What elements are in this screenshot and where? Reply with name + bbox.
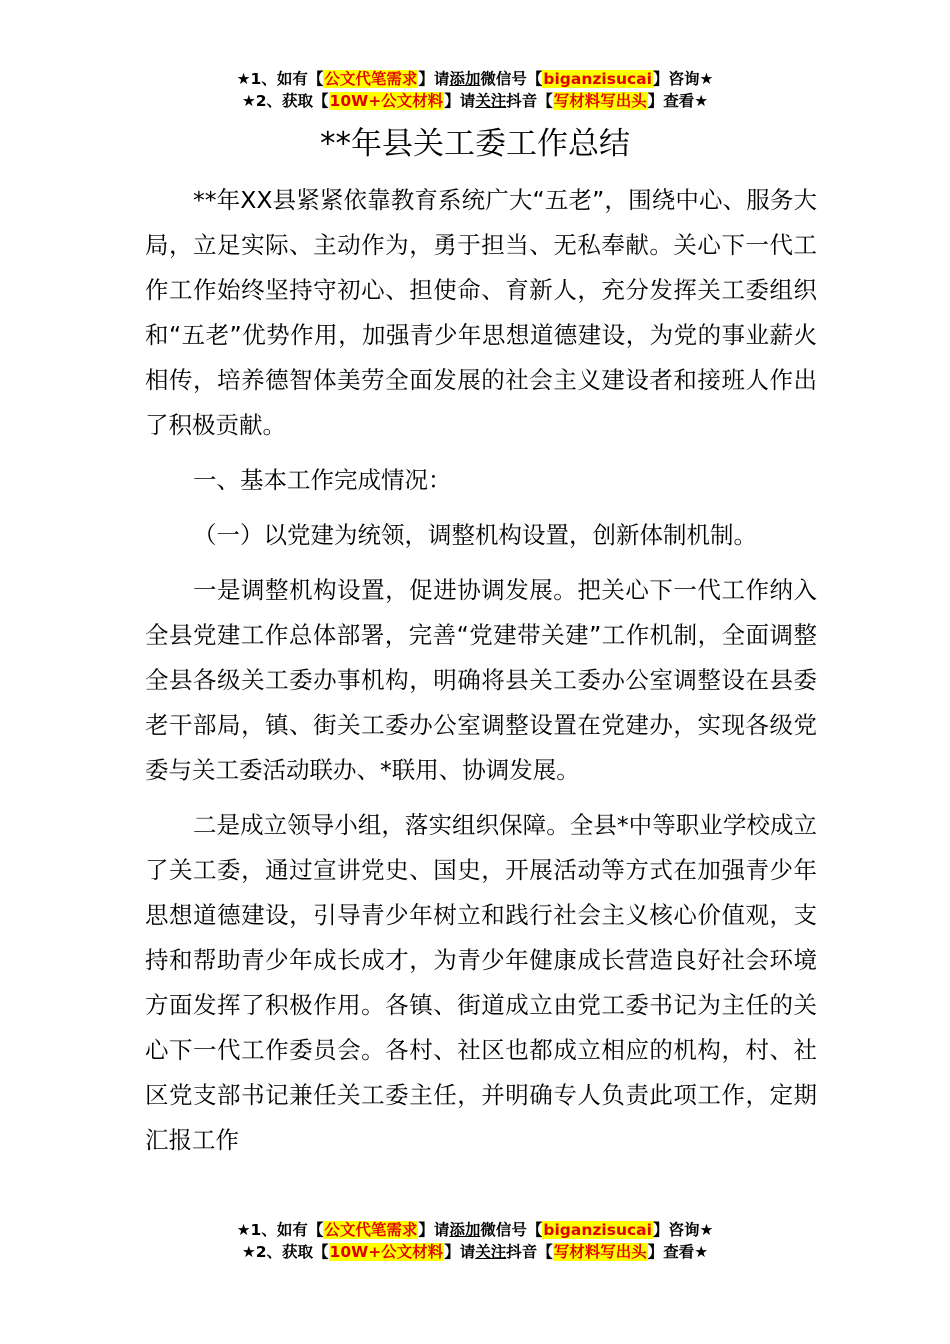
banner-text: ★1、如有【 bbox=[236, 1221, 324, 1239]
banner-highlight: biganzisucai bbox=[543, 1221, 652, 1239]
banner-text: 】请 bbox=[444, 1243, 476, 1261]
banner-text: 抖音【 bbox=[506, 92, 553, 110]
banner-text: 】查看★ bbox=[647, 92, 709, 110]
banner-underline: 添加 bbox=[449, 70, 481, 88]
paragraph: 一是调整机构设置，促进协调发展。把关心下一代工作纳入全县党建工作总体部署，完善“党建带关建”工作机制，全面调整全县各级关工委办事机构，明确将县关工委办公室调整设在县委老干部局，镇、街关工委办公室调整设置在党建办，实现各级党委与关工委活动联办、*联用、协调发展。 bbox=[145, 576, 817, 784]
document-title: **年县关工委工作总结 bbox=[320, 126, 630, 162]
banner-text: ★2、获取【 bbox=[241, 1243, 329, 1261]
banner-text: 】请 bbox=[444, 92, 476, 110]
banner-text: 抖音【 bbox=[506, 1243, 553, 1261]
banner-text: 】请 bbox=[418, 70, 450, 88]
banner-highlight: 10W+公文材料 bbox=[329, 92, 444, 110]
banner-underline: 添加 bbox=[449, 1221, 481, 1239]
banner-text: 】查看★ bbox=[647, 1243, 709, 1261]
banner-highlight: 10W+公文材料 bbox=[329, 1243, 444, 1261]
header-banner bbox=[0, 68, 950, 112]
banner-highlight: 写材料写出头 bbox=[553, 92, 647, 110]
banner-highlight: 写材料写出头 bbox=[553, 1243, 647, 1261]
banner-text: 微信号【 bbox=[480, 70, 543, 88]
paragraph: **年XX县紧紧依靠教育系统广大“五老”，围绕中心、服务大局，立足实际、主动作为，勇于担当、无私奉献。关心下一代工作工作始终坚持守初心、担使命、育新人，充分发挥关工委组织和“五老”优势作用，加强青少年思想道德建设，为党的事业薪火相传，培养德智体美劳全面发展的社会主义建设者和接班人作出了积极贡献。 bbox=[145, 186, 817, 439]
banner-underline: 关注 bbox=[475, 1243, 507, 1261]
banner-text: 微信号【 bbox=[480, 1221, 543, 1239]
section-heading: 一、基本工作完成情况： bbox=[193, 466, 452, 494]
banner-text: ★1、如有【 bbox=[236, 70, 324, 88]
document-body bbox=[145, 178, 817, 1163]
banner-text: 】请 bbox=[418, 1221, 450, 1239]
banner-text: ★2、获取【 bbox=[241, 92, 329, 110]
footer-banner bbox=[0, 1219, 950, 1263]
subsection-heading: （一）以党建为统领，调整机构设置，创新体制机制。 bbox=[193, 521, 757, 549]
banner-highlight: 公文代笔需求 bbox=[324, 70, 418, 88]
banner-underline: 关注 bbox=[475, 92, 507, 110]
banner-text: 】咨询★ bbox=[652, 1221, 714, 1239]
paragraph: 二是成立领导小组，落实组织保障。全县*中等职业学校成立了关工委，通过宣讲党史、国史，开展活动等方式在加强青少年思想道德建设，引导青少年树立和践行社会主义核心价值观，支持和帮助青少年成长成才，为青少年健康成长营造良好社会环境方面发挥了积极作用。各镇、街道成立由党工委书记为主任的关心下一代工作委员会。各村、社区也都成立相应的机构，村、社区党支部书记兼任关工委主任，并明确专人负责此项工作，定期汇报工作 bbox=[145, 811, 817, 1154]
banner-line-1 bbox=[0, 68, 950, 90]
banner-line-2 bbox=[0, 90, 950, 112]
banner-highlight: 公文代笔需求 bbox=[324, 1221, 418, 1239]
banner-text: 】咨询★ bbox=[652, 70, 714, 88]
banner-highlight: biganzisucai bbox=[543, 70, 652, 88]
banner-line-2 bbox=[0, 1241, 950, 1263]
banner-line-1 bbox=[0, 1219, 950, 1241]
